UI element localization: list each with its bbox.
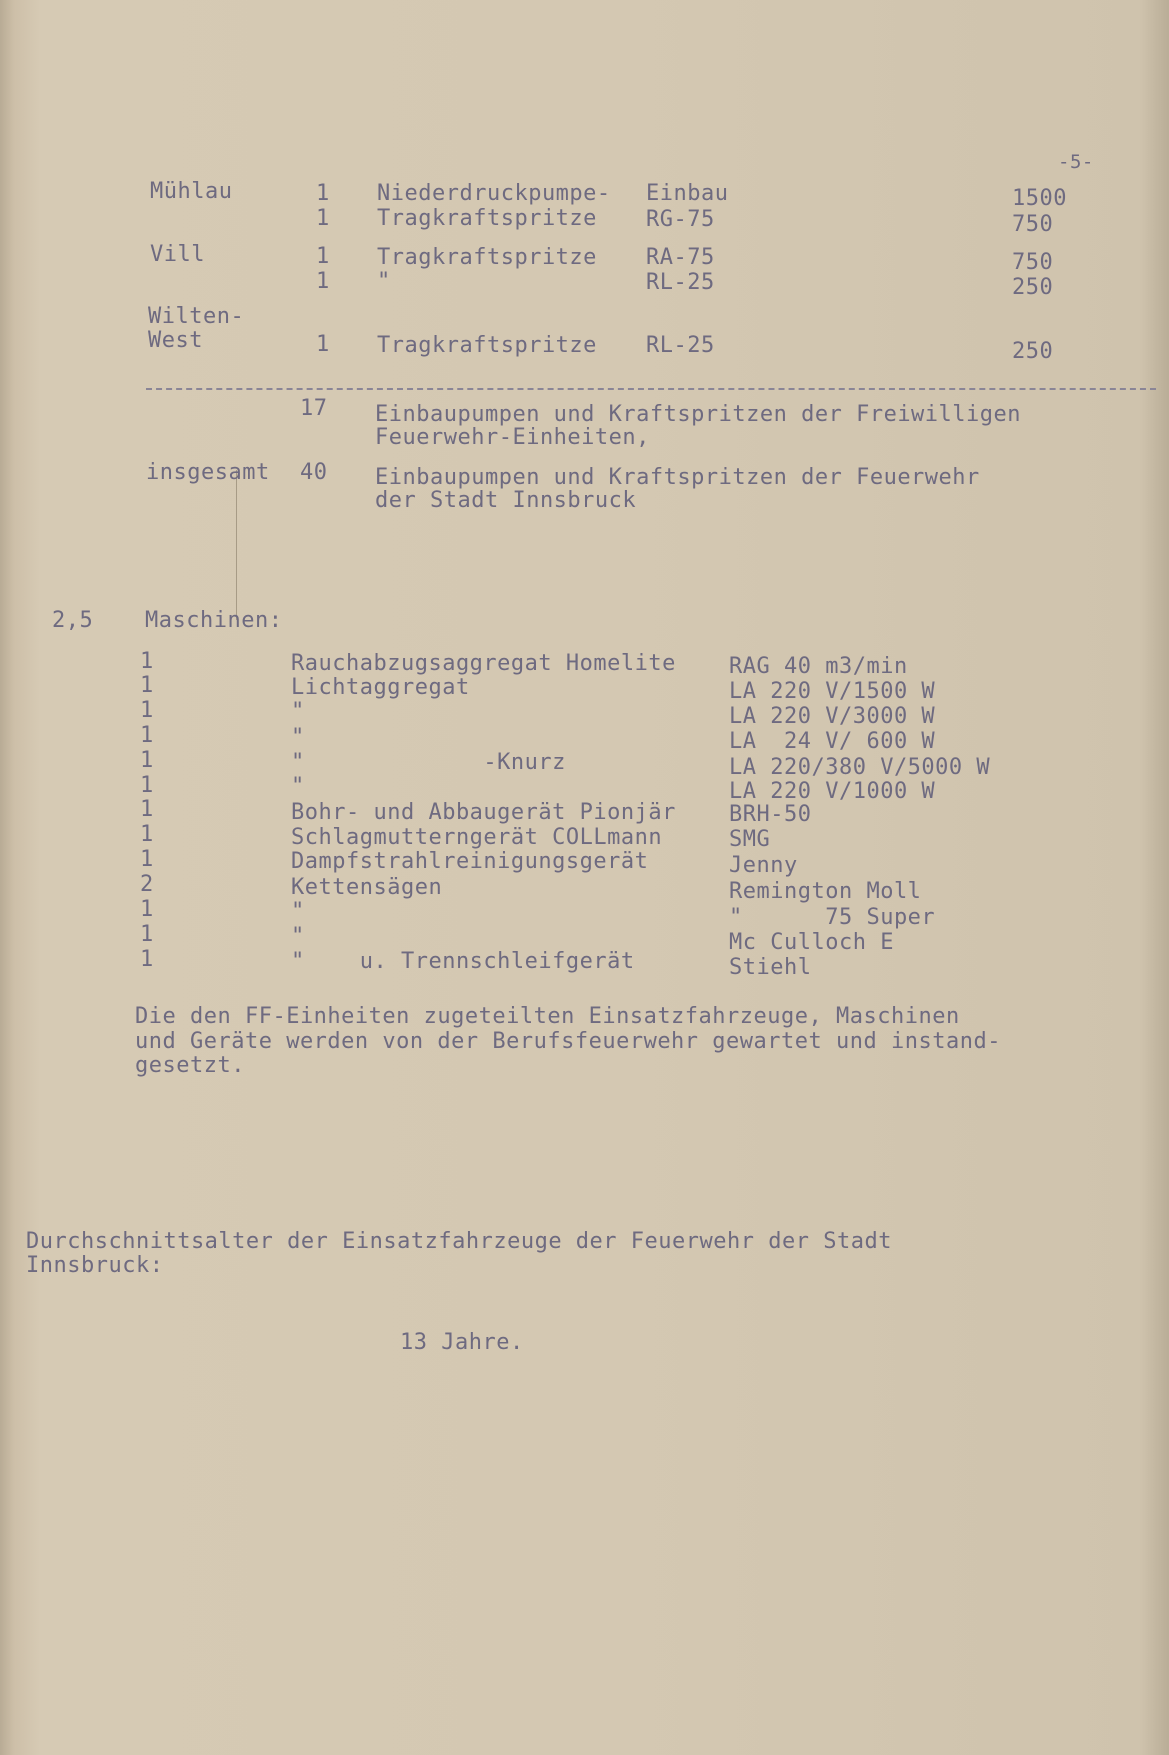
total-count: 40: [300, 460, 328, 485]
machine-name: Kettensägen: [291, 875, 443, 900]
machine-qty: 1: [140, 797, 154, 822]
unit-name-muehlau: Mühlau: [150, 179, 233, 204]
machine-qty: 1: [140, 847, 154, 872]
machine-name: Rauchabzugsaggregat Homelite: [291, 651, 676, 676]
machine-qty: 1: [140, 773, 154, 798]
machine-name: Schlagmutterngerät COLLmann: [291, 825, 663, 850]
machine-name: " u. Trennschleifgerät: [291, 949, 635, 974]
unit-row-item: Tragkraftspritze: [377, 333, 597, 358]
section-number: 2,5: [52, 608, 94, 633]
machine-spec: " 75 Super: [729, 905, 936, 930]
machine-qty: 1: [140, 897, 154, 922]
unit-row-value: 750: [1012, 250, 1054, 275]
machine-name: Bohr- und Abbaugerät Pionjär: [291, 800, 676, 825]
unit-name-wilten-line1: Wilten-: [148, 304, 245, 329]
machine-qty: 1: [140, 698, 154, 723]
summary-divider: [146, 388, 1156, 390]
average-line2: Innsbruck:: [26, 1253, 164, 1278]
paper-crease: [236, 470, 237, 620]
unit-row-type: RG-75: [646, 207, 715, 232]
machine-spec: LA 220 V/3000 W: [729, 704, 936, 729]
unit-row-item: Tragkraftspritze: [377, 206, 597, 231]
machine-spec: LA 220 V/1000 W: [729, 779, 936, 804]
machine-qty: 1: [140, 947, 154, 972]
unit-name-vill: Vill: [150, 242, 205, 267]
total-label: insgesamt: [146, 460, 270, 485]
machine-name: ": [291, 899, 305, 924]
machine-spec: Jenny: [729, 853, 798, 878]
machine-name: Dampfstrahlreinigungsgerät: [291, 849, 649, 874]
machine-name: Lichtaggregat: [291, 675, 470, 700]
machine-name: " -Knurz: [291, 750, 566, 775]
unit-row-item: Tragkraftspritze: [377, 245, 597, 270]
unit-row-count: 1: [316, 244, 330, 269]
unit-row-count: 1: [316, 269, 330, 294]
machine-qty: 1: [140, 922, 154, 947]
machine-spec: Stiehl: [729, 955, 812, 980]
machine-qty: 1: [140, 822, 154, 847]
machine-spec: Remington Moll: [729, 879, 922, 904]
section-title: Maschinen:: [145, 608, 283, 633]
machine-spec: SMG: [729, 827, 771, 852]
volunteer-line2: Feuerwehr-Einheiten,: [375, 425, 650, 450]
machine-qty: 1: [140, 748, 154, 773]
unit-row-value: 250: [1012, 275, 1054, 300]
note-line1: Die den FF-Einheiten zugeteilten Einsatzfahrzeuge, Maschinen: [135, 1004, 960, 1029]
unit-row-value: 750: [1012, 212, 1054, 237]
note-line2: und Geräte werden von der Berufsfeuerwehr gewartet und instand-: [135, 1029, 1001, 1054]
unit-row-count: 1: [316, 206, 330, 231]
machine-spec: BRH-50: [729, 802, 812, 827]
average-value: 13 Jahre.: [400, 1330, 524, 1355]
unit-name-wilten-line2: West: [148, 328, 203, 353]
volunteer-count: 17: [300, 396, 328, 421]
machine-name: ": [291, 699, 305, 724]
volunteer-line1: Einbaupumpen und Kraftspritzen der Freiwilligen: [375, 402, 1022, 427]
machine-qty: 1: [140, 723, 154, 748]
page-number: -5-: [1058, 151, 1094, 173]
machine-name: ": [291, 725, 305, 750]
machine-name: ": [291, 774, 305, 799]
machine-spec: LA 220 V/1500 W: [729, 679, 936, 704]
unit-row-type: RA-75: [646, 245, 715, 270]
total-line2: der Stadt Innsbruck: [375, 488, 637, 513]
unit-row-type: RL-25: [646, 333, 715, 358]
machine-name: ": [291, 924, 305, 949]
unit-row-type: Einbau: [646, 181, 729, 206]
unit-row-item: ": [377, 269, 391, 294]
average-line1: Durchschnittsalter der Einsatzfahrzeuge der Feuerwehr der Stadt: [26, 1229, 892, 1254]
unit-row-type: RL-25: [646, 270, 715, 295]
machine-spec: LA 24 V/ 600 W: [729, 729, 936, 754]
machine-spec: RAG 40 m3/min: [729, 654, 908, 679]
note-line3: gesetzt.: [135, 1053, 245, 1078]
unit-row-value: 1500: [1012, 186, 1067, 211]
machine-qty: 2: [140, 872, 154, 897]
unit-row-item: Niederdruckpumpe-: [377, 181, 611, 206]
machine-qty: 1: [140, 673, 154, 698]
machine-spec: Mc Culloch E: [729, 930, 894, 955]
unit-row-value: 250: [1012, 339, 1054, 364]
unit-row-count: 1: [316, 181, 330, 206]
machine-spec: LA 220/380 V/5000 W: [729, 755, 991, 780]
unit-row-count: 1: [316, 332, 330, 357]
total-line1: Einbaupumpen und Kraftspritzen der Feuerwehr: [375, 465, 980, 490]
machine-qty: 1: [140, 649, 154, 674]
